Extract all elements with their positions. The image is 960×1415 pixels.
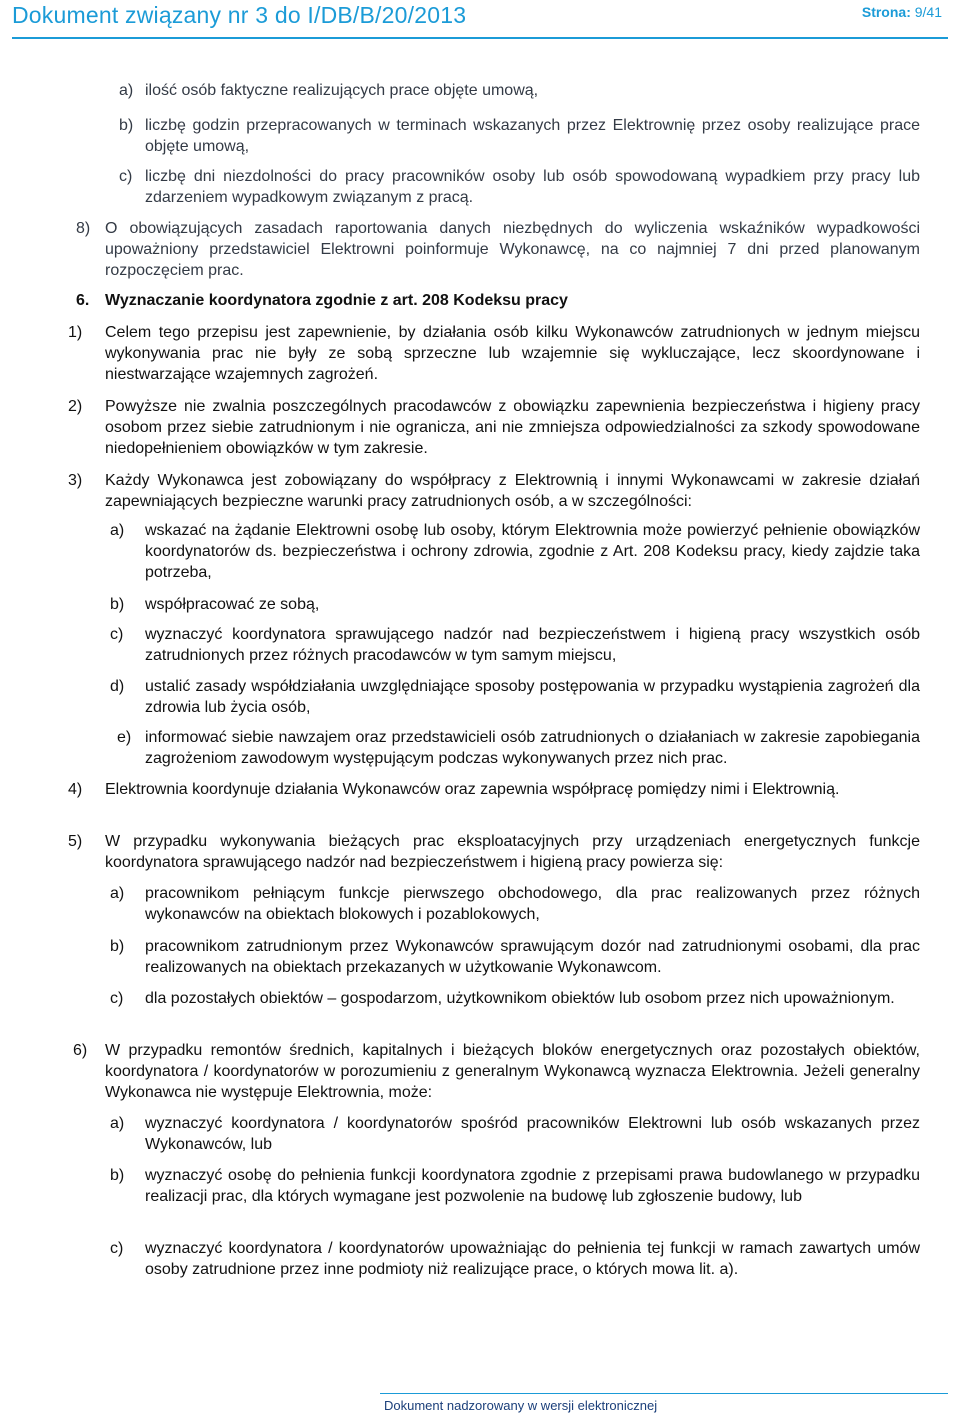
sub-item-label: b)	[110, 1167, 125, 1184]
sub-item-text: dla pozostałych obiektów – gospodarzom, użytkownikom obiektów lub osobom przez nich upoważnionym.	[145, 990, 895, 1007]
sub-item-label: a)	[110, 885, 125, 902]
sub-item-text: wyznaczyć osobę do pełnienia funkcji koordynatora zgodnie z przepisami prawa budowlanego w przypadku realizacji prac, dla których wymagane jest pozwolenie na budowę lub zgłoszenie budowy, lub	[145, 1167, 920, 1205]
sub-item-text: wyznaczyć koordynatora / koordynatorów upoważniając do pełnienia tej funkcji w ramach zawartych umów osoby zatrudnione przez inne podmioty niż realizujące prace, o których mowa lit. a).	[145, 1240, 920, 1278]
sub-item-text: ustalić zasady współdziałania uwzględniające sposoby postępowania w przypadku wystąpienia zagrożeń dla zdrowia lub życia osób,	[145, 678, 920, 716]
footer-divider	[380, 1393, 948, 1394]
point-text: Elektrownia koordynuje działania Wykonawców oraz zapewnia współpracę pomiędzy nimi i Elektrownią.	[105, 781, 840, 798]
point-text: W przypadku remontów średnich, kapitalnych i bieżących bloków energetycznych oraz pozostałych obiektów, koordynatora / koordynatorów w porozumieniu z generalnym Wykonawcą wyznacza Elektrownia. Jeżeli generalny Wykonawca nie występuje Elektrownia, może:	[105, 1042, 920, 1101]
list-item-text: liczbę dni niezdolności do pracy pracowników osoby lub osób spowodowaną wypadkiem przy pracy lub zdarzeniem wypadkowym związanym z pracą.	[145, 168, 920, 206]
point-label: 8)	[76, 220, 91, 237]
sub-item-text: pracownikom zatrudnionym przez Wykonawców sprawującym dozór nad zatrudnionymi osobami, dla prac realizowanych na obiektach przekazanych w użytkowanie Wykonawcom.	[145, 938, 920, 976]
document-title: Dokument związany nr 3 do I/DB/B/20/2013	[12, 2, 467, 28]
section-number: 6.	[76, 292, 90, 309]
sub-item-label: e)	[117, 729, 132, 746]
section-title: Wyznaczanie koordynatora zgodnie z art. 208 Kodeksu pracy	[105, 292, 568, 309]
point-label: 5)	[68, 833, 83, 850]
list-item-label: c)	[119, 168, 133, 185]
list-item-label: a)	[119, 82, 134, 99]
point-label: 4)	[68, 781, 83, 798]
point-text: O obowiązujących zasadach raportowania danych niezbędnych do wyliczenia wskaźników wypadkowości upoważniony przedstawiciel Elektrowni poinformuje Wykonawcę, na co najmniej 7 dni przed planowanym rozpoczęciem prac.	[105, 220, 920, 279]
point-label: 2)	[68, 398, 83, 415]
point-text: Celem tego przepisu jest zapewnienie, by działania osób kilku Wykonawców zatrudnionych w jednym miejscu wykonywania prac nie były ze sobą sprzeczne lub wzajemnie się wykluczające, lecz skoordynowane i niestwarzające wzajemnych zagrożeń.	[105, 324, 920, 383]
page-label: Strona:	[861, 4, 911, 20]
point-label: 6)	[73, 1042, 88, 1059]
list-item-text: ilość osób faktyczne realizujących prace objęte umową,	[145, 82, 539, 99]
sub-item-text: pracownikom pełniącym funkcje pierwszego obchodowego, dla prac realizowanych przez różnych wykonawców na obiektach blokowych i pozablokowych,	[145, 885, 920, 923]
point-label: 3)	[68, 472, 83, 489]
list-item-text: liczbę godzin przepracowanych w terminach wskazanych przez Elektrownię przez osoby realizujące prace objęte umową,	[145, 117, 920, 155]
sub-item-text: wskazać na żądanie Elektrowni osobę lub osoby, którym Elektrownia może powierzyć pełnienie obowiązków koordynatorów ds. bezpieczeństwa i ochrony zdrowia, zgodnie z Art. 208 Kodeksu pracy, kiedy zajdzie taka potrzeba,	[145, 522, 920, 581]
page-number	[862, 4, 942, 20]
sub-item-label: c)	[110, 990, 124, 1007]
sub-item-label: c)	[110, 626, 124, 643]
sub-item-label: b)	[110, 596, 125, 613]
page-value: 9/41	[914, 4, 942, 20]
header-divider	[12, 37, 948, 39]
sub-item-label: b)	[110, 938, 125, 955]
sub-item-text: informować siebie nawzajem oraz przedstawicieli osób zatrudnionych o działaniach w zakresie zapobiegania zagrożeniom zawodowym występującym podczas wykonywanych przez nich prac.	[145, 729, 920, 767]
sub-item-text: wyznaczyć koordynatora / koordynatorów spośród pracowników Elektrowni lub osób wskazanych przez Wykonawców, lub	[145, 1115, 920, 1153]
sub-item-label: d)	[110, 678, 125, 695]
point-text: Każdy Wykonawca jest zobowiązany do współpracy z Elektrownią i innymi Wykonawcami w zakresie działań zapewniających bezpieczne warunki pracy zatrudnionych osób, a w szczególności:	[105, 472, 920, 510]
point-text: W przypadku wykonywania bieżących prac eksploatacyjnych przy urządzeniach energetycznych funkcje koordynatora sprawującego nadzór nad bezpieczeństwem i higieną pracy powierza się:	[105, 833, 920, 871]
sub-item-label: a)	[110, 522, 125, 539]
point-label: 1)	[68, 324, 83, 341]
sub-item-text: wyznaczyć koordynatora sprawującego nadzór nad bezpieczeństwem i higieną pracy wszystkich osób zatrudnionych przez różnych pracodawców w tym samym miejscu,	[145, 626, 920, 664]
list-item-label: b)	[119, 117, 134, 134]
sub-item-label: c)	[110, 1240, 124, 1257]
sub-item-label: a)	[110, 1115, 125, 1132]
footer-note: Dokument nadzorowany w wersji elektronicznej	[384, 1398, 658, 1413]
point-text: Powyższe nie zwalnia poszczególnych pracodawców z obowiązku zapewnienia bezpieczeństwa i higieny pracy osobom przez siebie zatrudnionym i nie ogranicza, ani nie zmniejsza odpowiedzialności za szkody spowodowane niedopełnieniem obowiązków w tym zakresie.	[105, 398, 920, 457]
sub-item-text: współpracować ze sobą,	[145, 596, 320, 613]
